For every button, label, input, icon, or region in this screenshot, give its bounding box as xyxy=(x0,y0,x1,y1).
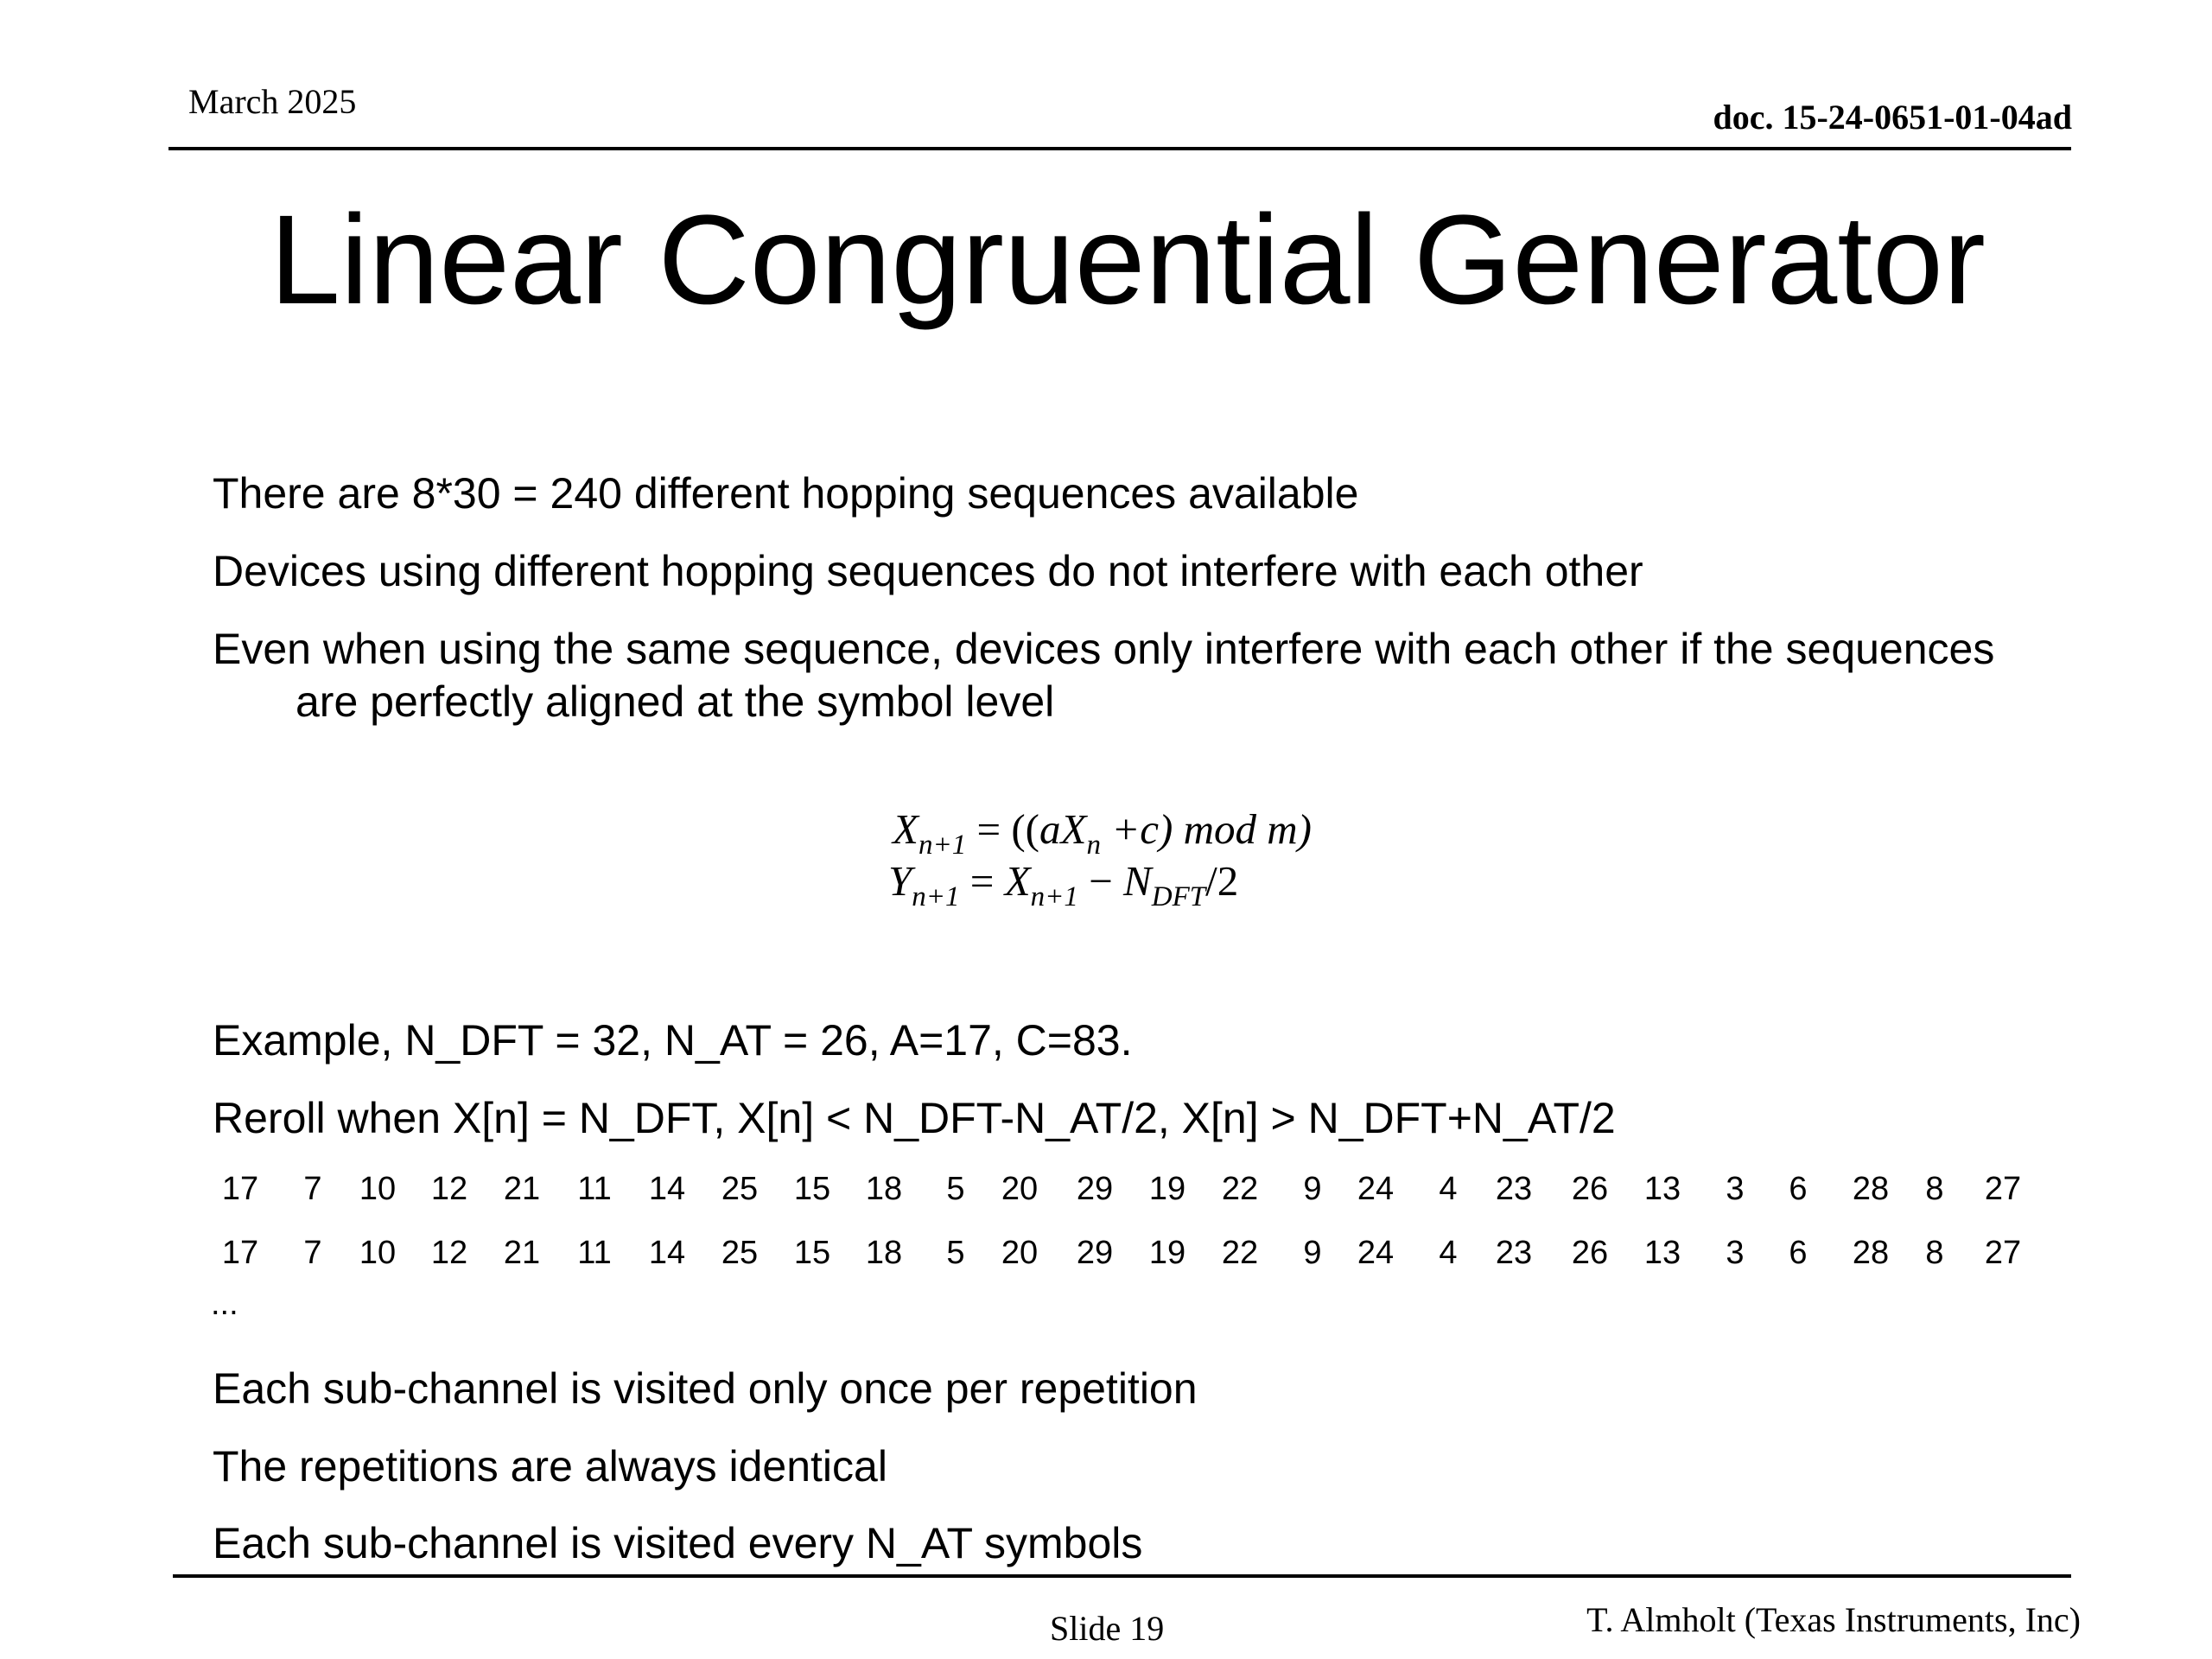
sequence-row-1 xyxy=(0,1173,2212,1214)
sequence-value: 23 xyxy=(1495,1235,1533,1271)
footer-divider xyxy=(173,1574,2071,1578)
sequence-value: 12 xyxy=(430,1235,468,1271)
sequence-value: 19 xyxy=(1148,1171,1186,1207)
sequence-value: 7 xyxy=(303,1235,322,1271)
sequence-value: 27 xyxy=(1984,1235,2022,1271)
sequence-value: 7 xyxy=(303,1171,322,1207)
sequence-value: 8 xyxy=(1925,1235,1944,1271)
sequence-value: 20 xyxy=(1001,1235,1039,1271)
body-line-same-sequence: Even when using the same sequence, devices only interfere with each other if the sequences xyxy=(213,625,1995,673)
sequence-value: 3 xyxy=(1726,1235,1745,1271)
reroll-rule: Reroll when X[n] = N_DFT, X[n] < N_DFT-N_AT/2, X[n] > N_DFT+N_AT/2 xyxy=(213,1094,1616,1142)
sequence-value: 18 xyxy=(865,1235,903,1271)
sequence-value: 22 xyxy=(1221,1235,1259,1271)
sequence-value: 6 xyxy=(1789,1171,1808,1207)
footer-slide-number: Slide 19 xyxy=(1050,1609,1165,1648)
sequence-ellipsis: ... xyxy=(211,1286,238,1322)
sequence-value: 12 xyxy=(430,1171,468,1207)
sequence-value: 29 xyxy=(1076,1171,1114,1207)
sequence-value: 15 xyxy=(793,1171,831,1207)
sequence-value: 28 xyxy=(1852,1171,1890,1207)
sequence-value: 14 xyxy=(648,1235,686,1271)
sequence-value: 25 xyxy=(721,1235,759,1271)
header-divider xyxy=(168,147,2071,150)
sequence-value: 6 xyxy=(1789,1235,1808,1271)
sequence-value: 10 xyxy=(359,1171,397,1207)
sequence-value: 17 xyxy=(221,1235,259,1271)
sequence-value: 9 xyxy=(1303,1171,1322,1207)
sequence-value: 22 xyxy=(1221,1171,1259,1207)
sequence-value: 26 xyxy=(1571,1235,1609,1271)
sequence-value: 15 xyxy=(793,1235,831,1271)
sequence-value: 14 xyxy=(648,1171,686,1207)
sequence-value: 5 xyxy=(946,1171,965,1207)
equation-offset: $Y_{n+1} = X_{n+1} - N_{DFT}/2$ xyxy=(888,857,1239,912)
sequence-value: 11 xyxy=(577,1235,612,1271)
sequence-value: 9 xyxy=(1303,1235,1322,1271)
sequence-value: 19 xyxy=(1148,1235,1186,1271)
sequence-value: 28 xyxy=(1852,1235,1890,1271)
sequence-value: 21 xyxy=(503,1171,541,1207)
body-line-visited-once: Each sub-channel is visited only once per repetition xyxy=(213,1364,1198,1413)
body-line-visited-every: Each sub-channel is visited every N_AT symbols xyxy=(213,1519,1143,1567)
equation-lcg: $X_{n+1} = ((aX_n +c)$ mod m) xyxy=(893,805,1312,861)
body-line-same-sequence-cont: are perfectly aligned at the symbol level xyxy=(296,677,1055,726)
sequence-value: 26 xyxy=(1571,1171,1609,1207)
body-line-hopping-count: There are 8*30 = 240 different hopping sequences available xyxy=(213,469,1359,518)
sequence-value: 21 xyxy=(503,1235,541,1271)
sequence-value: 24 xyxy=(1357,1235,1395,1271)
header-doc-number: doc. 15-24-0651-01-04ad xyxy=(1713,98,2072,137)
sequence-value: 5 xyxy=(946,1235,965,1271)
sequence-value: 3 xyxy=(1726,1171,1745,1207)
body-line-no-interference: Devices using different hopping sequences do not interfere with each other xyxy=(213,547,1643,595)
sequence-value: 4 xyxy=(1439,1235,1458,1271)
sequence-value: 24 xyxy=(1357,1171,1395,1207)
sequence-value: 17 xyxy=(221,1171,259,1207)
sequence-row-2 xyxy=(0,1236,2212,1278)
sequence-value: 10 xyxy=(359,1235,397,1271)
sequence-value: 25 xyxy=(721,1171,759,1207)
footer-author: T. Almholt (Texas Instruments, Inc) xyxy=(1586,1600,2081,1639)
sequence-value: 4 xyxy=(1439,1171,1458,1207)
sequence-value: 11 xyxy=(577,1171,612,1207)
sequence-value: 8 xyxy=(1925,1171,1944,1207)
header-date: March 2025 xyxy=(188,82,357,121)
slide-title: Linear Congruential Generator xyxy=(270,189,1986,331)
sequence-value: 18 xyxy=(865,1171,903,1207)
sequence-value: 27 xyxy=(1984,1171,2022,1207)
example-parameters: Example, N_DFT = 32, N_AT = 26, A=17, C=83. xyxy=(213,1016,1133,1065)
sequence-value: 13 xyxy=(1643,1235,1681,1271)
body-line-identical: The repetitions are always identical xyxy=(213,1442,887,1491)
sequence-value: 13 xyxy=(1643,1171,1681,1207)
sequence-value: 29 xyxy=(1076,1235,1114,1271)
sequence-value: 23 xyxy=(1495,1171,1533,1207)
sequence-value: 20 xyxy=(1001,1171,1039,1207)
